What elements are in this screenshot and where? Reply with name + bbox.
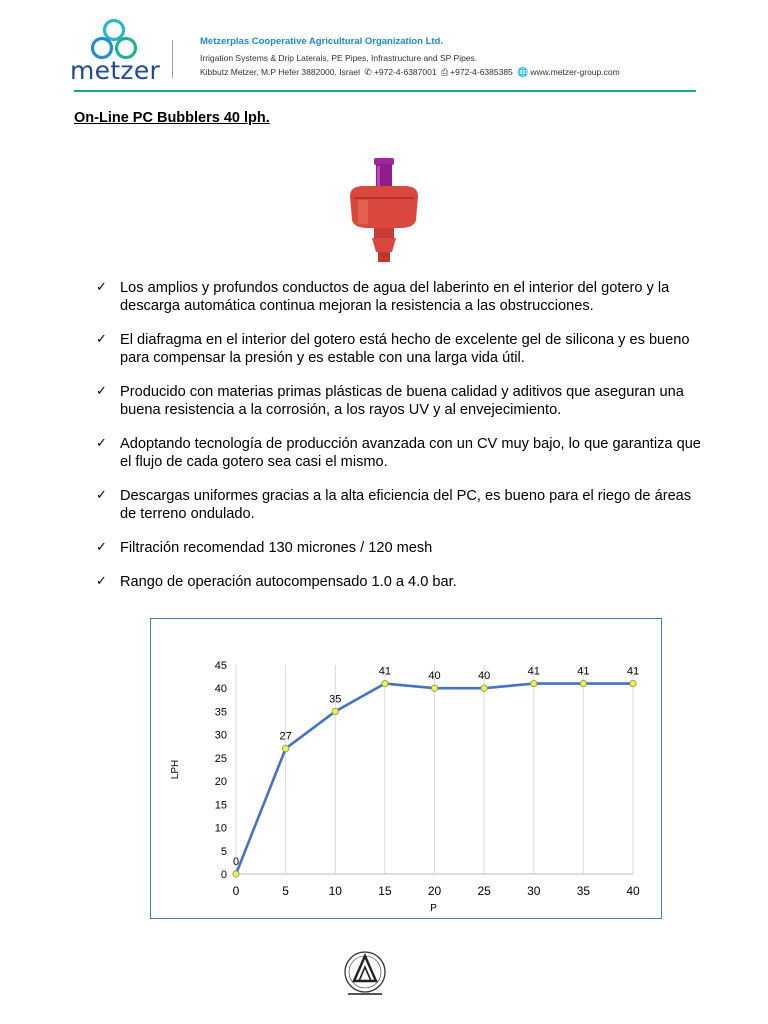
x-tick-label: 35 [576,884,591,898]
data-label: 0 [232,856,240,868]
data-label: 35 [329,693,342,706]
bubbler-product-image [344,156,424,264]
y-tick-label: 35 [214,706,227,719]
x-tick-label: 30 [527,884,541,898]
company-name: Metzerplas Cooperative Agricultural Organization Ltd. [200,36,443,47]
checkmark-icon: ✓ [96,488,107,503]
data-point [481,685,487,691]
data-point [233,871,239,877]
certification-seal [340,948,390,998]
feature-list [96,279,706,607]
globe-icon: 🌐 [517,67,529,77]
data-point [282,745,288,751]
data-label: 41 [577,665,590,678]
list-item: ✓ Filtración recomendad 130 micrones / 120 mesh [96,540,433,556]
data-point [531,680,537,686]
x-tick-label: 10 [328,884,342,898]
checkmark-icon: ✓ [96,436,107,451]
checkmark-icon: ✓ [96,280,107,295]
y-tick-label: 10 [214,822,227,835]
checkmark-icon: ✓ [96,332,107,347]
data-label: 41 [527,665,540,678]
phone-icon: ✆ [364,67,372,77]
company-services: Irrigation Systems & Drip Laterals, PE Pipes, Infrastructure and SP Pipes. [200,53,478,63]
letterhead [0,0,768,95]
data-point [332,708,338,714]
company-phone: +972-4-6387001 [373,67,437,77]
company-address: Kibbutz Metzer, M.P Hefer 3882000, Israel [200,67,361,77]
y-tick-label: 25 [214,752,227,765]
list-item: ✓ Adoptando tecnología de producción avanzada con un CV muy bajo, lo que garantiza que el flujo de cada gotero sea casi el mismo. [96,436,701,470]
y-tick-label: 0 [220,869,227,881]
chart-canvas [151,619,663,920]
data-point [630,680,636,686]
checkmark-icon: ✓ [96,384,107,399]
list-item: ✓ Los amplios y profundos conductos de agua del laberinto en el interior del gotero y la descarga automática continua mejoran la resistencia a las obstrucciones. [96,280,670,314]
x-tick-label: 40 [626,884,640,898]
data-label: 41 [378,665,391,678]
x-tick-label: 15 [378,884,392,898]
x-tick-label: 20 [427,884,442,898]
flow-pressure-chart [150,618,662,919]
list-item: ✓ Producido con materias primas plásticas de buena calidad y aditivos que aseguran una buena resistencia a la corrosión, a los rayos UV y al envejecimiento. [96,384,684,418]
company-fax: +972-4-6385385 [450,67,513,77]
data-point [431,685,437,691]
data-label: 41 [626,665,640,678]
header-rule [74,90,696,92]
y-tick-label: 40 [214,683,227,696]
page-title: On-Line PC Bubblers 40 lph. [74,110,270,126]
y-tick-label: 45 [214,660,227,672]
data-label: 40 [428,670,441,683]
checkmark-icon: ✓ [96,540,107,555]
x-tick-label: 0 [232,884,240,898]
y-tick-label: 20 [214,776,227,789]
list-item: ✓ Descargas uniformes gracias a la alta eficiencia del PC, es bueno para el riego de áreas de terreno ondulado. [96,488,692,522]
list-item: ✓ El diafragma en el interior del gotero está hecho de excelente gel de silicona y es bueno para compensar la presión y es estable con una larga vida útil. [96,332,690,366]
data-label: 40 [478,670,491,683]
x-tick-label: 25 [477,884,491,898]
list-item: ✓ Rango de operación autocompensado 1.0 a 4.0 bar. [96,574,457,590]
fax-icon: ⎙ [440,67,449,77]
contact-line [200,67,620,78]
y-tick-label: 30 [214,729,227,742]
company-website[interactable]: www.metzer-group.com [530,67,620,77]
y-tick-label: 15 [214,799,227,812]
logo-wordmark: metzer [70,56,161,85]
x-tick-label: 5 [282,884,289,898]
data-point [580,680,586,686]
x-axis-title: P [430,903,437,914]
checkmark-icon: ✓ [96,574,107,589]
data-point [382,680,388,686]
header-divider [172,40,173,78]
data-label: 27 [279,730,292,743]
y-axis-title: LPH [170,759,181,780]
y-tick-label: 5 [220,845,227,858]
